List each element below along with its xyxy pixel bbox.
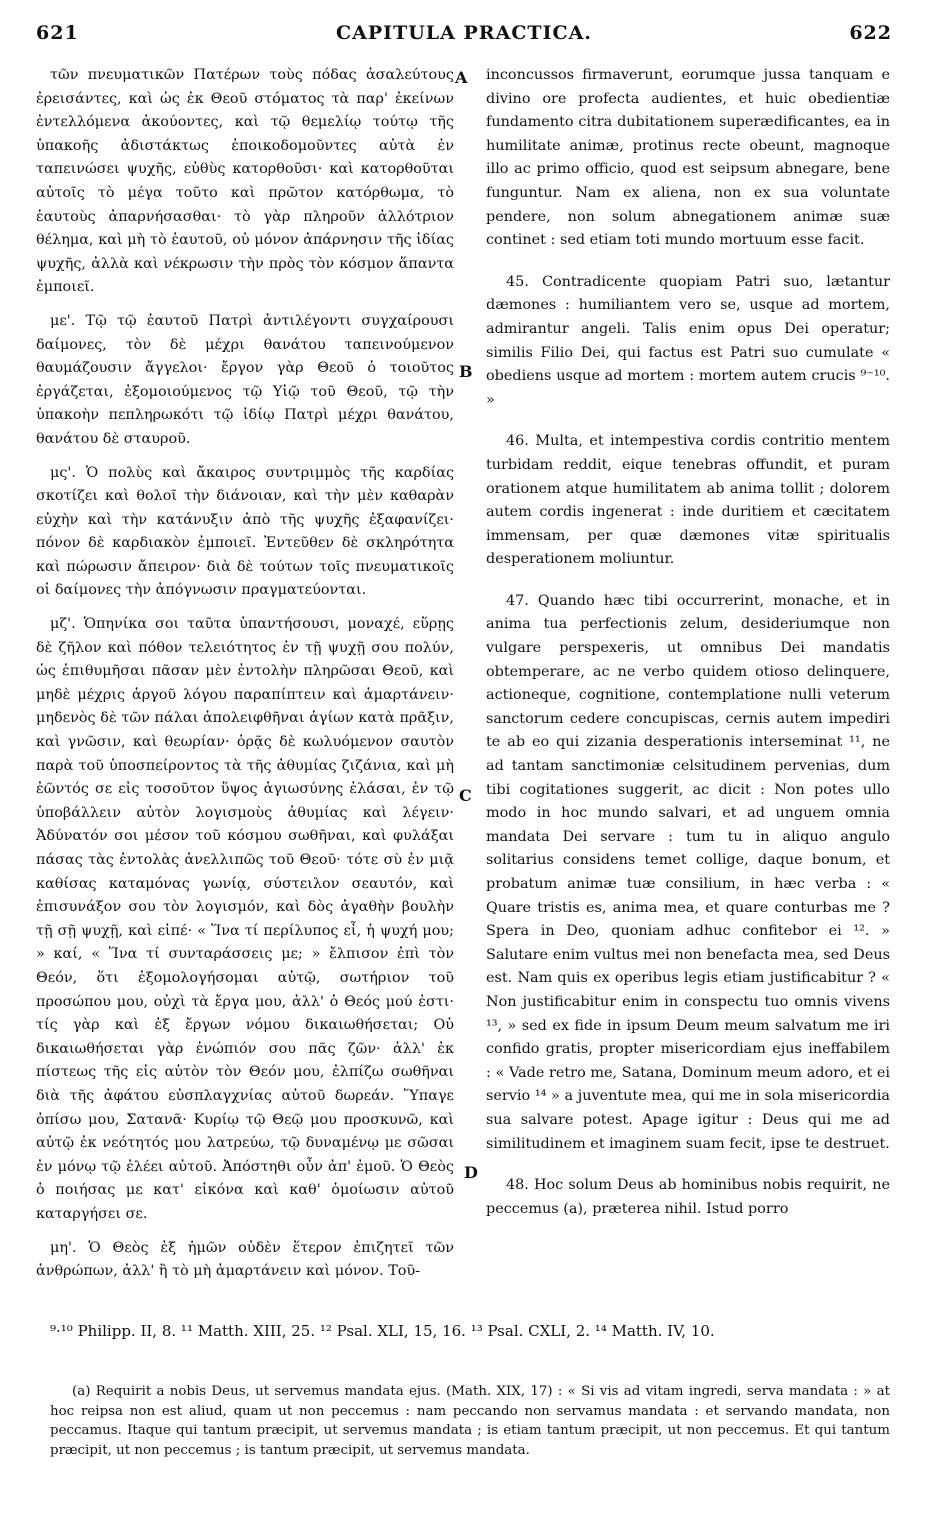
latin-paragraph-intro: inconcussos firmaverunt, eorumque jussa tanquam e divino ore profecta audientes, et huic obedientiæ fundamento citra dubitationem superædificantes, ea in humilitate animæ, protinus recte obeunt, magnoque illo ac primo officio, quod est seipsum abnegare, bene funguntur. Nam ex aliena, non ex sua voluntate pendere, non solum abnegationem animæ suæ continet : sed etiam toti mundo mortuum esse facit. xyxy=(486,67,890,249)
footnote xyxy=(50,1382,890,1460)
margin-marker-c: C xyxy=(459,786,472,805)
latin-paragraph-47: 47. Quando hæc tibi occurrerint, monache, et in anima tua perfectionis zelum, desideriumque non vulgare perspexeris, ut omnibus Dei mandatis obtemperare, ac ne verbo quidem otioso delinquere, actioneque, cognitione, contemplatione nulli veterum sanctorum cedere concupiscas, cernis autem impediri te ab eo qui zizania desperationis interseminat ¹¹, ne ad tantam sanctimoniæ celsitudinem pervenias, dum tibi cogitationes suggerit, ac dicit : Non potes ullo modo in hoc mundo salvari, et ad unguem omnia mandata Dei servare : tum tu in aliquo angulo solitarius considens temet collige, daque bonum, et probatum animæ tuæ consilium, in hæc verba : « Quare tristis es, anima mea, et quare conturbas me ? Spera in Deo, quoniam adhuc confitebor ei ¹². » Salutare enim vultus mei non benefacta mea, sed Deus est. Nam quis ex operibus legis etiam justificabitur ? « Non justificabitur enim in conspectu tuo omnis vivens ¹³, » sed ex fide in ipsum Deum meum salvatum me iri confido gratis, propter misericordiam ejus ineffabilem : « Vade retro me, Satana, Dominum meum adoro, et ei servio ¹⁴ » a juventute mea, qui me in sola misericordia sua salvare potest. Apage igitur : Deus qui me ad similitudinem et imaginem suam fecit, ipse te destruet. xyxy=(486,592,890,1152)
greek-paragraph-intro: τῶν πνευματικῶν Πατέρων τοὺς πόδας ἀσαλεύτους ἐρεισάντες, καὶ ὡς ἐκ Θεοῦ στόματος τὰ παρ' ἐκείνων ἐντελλόμενα ἀκούοντες, καὶ τῷ θεμελίῳ τούτῳ τῆς ὑπακοῆς ἀδιστάκτως ἐποικοδομοῦντες αὐτὰ ἐν ταπεινώσει ψυχῆς, εὐθὺς κατορθοῦσι· καὶ κατορθοῦται αὐτοῖς τὸ μέγα τοῦτο καὶ πρῶτον κατόρθωμα, τὸ ἑαυτοὺς ἀπαρνήσασθαι· τὸ γὰρ πληροῦν ἀλλότριον θέλημα, καὶ μὴ τὸ ἑαυτοῦ, οὐ μόνον ἀπάρνησιν τῆς ἰδίας ψυχῆς, ἀλλὰ καὶ νέκρωσιν τὴν πρὸς τὸν κόσμον ἅπαντα ἐμποιεῖ. xyxy=(36,67,454,296)
greek-column xyxy=(36,64,454,1294)
greek-paragraph-48: μη'. Ὁ Θεὸς ἐξ ἡμῶν οὐδὲν ἕτερον ἐπιζητεῖ τῶν ἀνθρώπων, ἀλλ' ἢ τὸ μὴ ἁμαρτάνειν καὶ μόνον. Τοῦ- xyxy=(36,1239,454,1280)
margin-marker-a: A xyxy=(455,68,468,87)
scripture-references: ⁹·¹⁰ Philipp. II, 8. ¹¹ Matth. XIII, 25. ¹² Psal. XLI, 15, 16. ¹³ Psal. CXLI, 2. ¹⁴ Matth. IV, 10. xyxy=(50,1322,715,1340)
page-number-right: 622 xyxy=(849,22,892,44)
running-title: CAPITULA PRACTICA. xyxy=(336,22,592,44)
greek-paragraph-47: μζ'. Ὁπηνίκα σοι ταῦτα ὑπαντήσουσι, μοναχέ, εὕρῃς δὲ ζῆλον καὶ πόθον τελειότητος ἐν τῇ ψυχῇ σου πολύν, ὡς ἐπιθυμῆσαι πᾶσαν μὲν ἐντολὴν πληρῶσαι Θεοῦ, καὶ μηδὲ μέχρις ἀργοῦ λόγου παραπίπτειν καὶ ἁμαρτάνειν· μηδενὸς δὲ τῶν πάλαι ἀπολειφθῆναι ἁγίων κατὰ πρᾶξιν, καὶ γνῶσιν, καὶ θεωρίαν· ὁρᾷς δὲ κωλυόμενον σαυτὸν παρὰ τοῦ ὑποσπείροντος τὰ τῆς ἀθυμίας ζιζάνια, καὶ μὴ ἐῶντός σε εἰς τοσοῦτον ὕψος ἁγιωσύνης ἐλάσαι, ἐν τῷ ὑποβάλλειν αὐτὸν λογισμοὺς ἀθυμίας καὶ λέγειν· Ἀδύνατόν σοι μέσον τοῦ κόσμου σωθῆναι, καὶ φυλάξαι πάσας τὰς ἐντολὰς ἀνελλιπῶς τοῦ Θεοῦ· τότε σὺ ἐν μιᾷ καθίσας καταμόνας γωνίᾳ, σύστειλον σεαυτόν, καὶ ἐπισυνάξον σου τὸν λογισμόν, καὶ δὸς ἀγαθὴν βουλὴν τῇ σῇ ψυχῇ, καὶ εἰπέ· « Ἵνα τί περίλυπος εἶ, ἡ ψυχή μου; » καί, « Ἵνα τί συνταράσσεις με; » ἔλπισον ἐπὶ τὸν Θεόν, ὅτι ἐξομολογήσομαι αὐτῷ, σωτήριον τοῦ προσώπου μου, οὐχὶ τὰ ἔργα μου, ἀλλ' ὁ Θεός μού ἐστι· τίς γὰρ καὶ ἐξ ἔργων νόμου δικαιωθήσεται; Οὐ δικαιωθήσεται γὰρ ἐνώπιόν σου πᾶς ζῶν· ἀλλ' ἐκ πίστεως τῆς εἰς αὐτὸν τὸν Θεόν μου, ἐλπίζω σωθῆναι διὰ τῆς ἀφάτου εὐσπλαγχνίας αὐτοῦ δωρεάν. Ὕπαγε ὀπίσω μου, Σατανᾶ· Κυρίῳ τῷ Θεῷ μου προσκυνῶ, καὶ αὐτῷ ἐκ νεότητός μου λατρεύω, τῷ δυναμένῳ με σῶσαι ἐν μόνῳ τῷ ἐλέει αὐτοῦ. Ἀπόστηθι οὖν ἀπ' ἐμοῦ. Ὁ Θεὸς ὁ ποιήσας με κατ' εἰκόνα καὶ καθ' ὁμοίωσιν αὐτοῦ καταργήσει σε. xyxy=(36,616,454,1222)
margin-marker-d: D xyxy=(464,1163,478,1182)
page-header xyxy=(36,22,892,56)
greek-paragraph-45: με'. Τῷ τῷ ἑαυτοῦ Πατρὶ ἀντιλέγοντι συγχαίρουσι δαίμονες, τὸν δὲ μέχρι θανάτου ταπεινούμενον θαυμάζουσιν ἄγγελοι· ἔργον γὰρ Θεοῦ ὁ τοιοῦτος ἐργάζεται, ἐξομοιούμενος τῷ Υἱῷ τοῦ Θεοῦ, τῷ τὴν ὑπακοὴν πεπληρωκότι τῷ ἰδίῳ Πατρὶ μέχρι θανάτου, θανάτου δὲ σταυροῦ. xyxy=(36,312,454,447)
greek-paragraph-46: μς'. Ὁ πολὺς καὶ ἄκαιρος συντριμμὸς τῆς καρδίας σκοτίζει καὶ θολοῖ τὴν διάνοιαν, καὶ τὴν μὲν καθαρὰν εὐχὴν καὶ τὴν κατάνυξιν ἀπὸ τῆς ψυχῆς ἐξαφανίζει· πόνον δὲ καρδιακὸν ἐμποιεῖ. Ἐντεῦθεν δὲ σκληρότητα καὶ πώρωσιν ἄπειρον· διὰ δὲ τούτων τοῖς πνευματικοῖς οἱ δαίμονες τὴν ἀπόγνωσιν πραγματεύονται. xyxy=(36,464,454,599)
latin-paragraph-46: 46. Multa, et intempestiva cordis contritio mentem turbidam reddit, eique tenebras offundit, et puram orationem atque humilitatem ab anima tollit ; dolorem autem cordis ingenerat : inde duritiem et cæcitatem immensam, per quæ dæmones vitæ spiritualis desperationem moliuntur. xyxy=(486,433,890,568)
footnote-text: (a) Requirit a nobis Deus, ut servemus mandata ejus. (Math. XIX, 17) : « Si vis ad vitam ingredi, serva mandata : » at hoc reipsa non est aliud, quam ut non peccemus : nam peccando non servamus mandata : et servando mandata, non peccamus. Itaque qui tantum præcipit, ut servemus mandata ; is etiam tantum præcipit, ut non peccemus. Et qui tantum præcipit, ut non peccemus ; is tantum præcipit, ut servemus mandata. xyxy=(50,1384,890,1458)
page-number-left: 621 xyxy=(36,22,79,44)
latin-paragraph-45: 45. Contradicente quopiam Patri suo, lætantur dæmones : humiliantem vero se, usque ad mortem, admirantur angeli. Talis enim opus Dei operatur; similis Filio Dei, qui factus est Patri suo cumulate « obediens usque ad mortem : mortem autem crucis ⁹⁻¹⁰. » xyxy=(486,273,890,408)
latin-paragraph-48: 48. Hoc solum Deus ab hominibus nobis requirit, ne peccemus (a), præterea nihil. Istud porro xyxy=(486,1177,890,1217)
margin-marker-b: B xyxy=(459,362,473,381)
latin-column xyxy=(486,64,890,1239)
